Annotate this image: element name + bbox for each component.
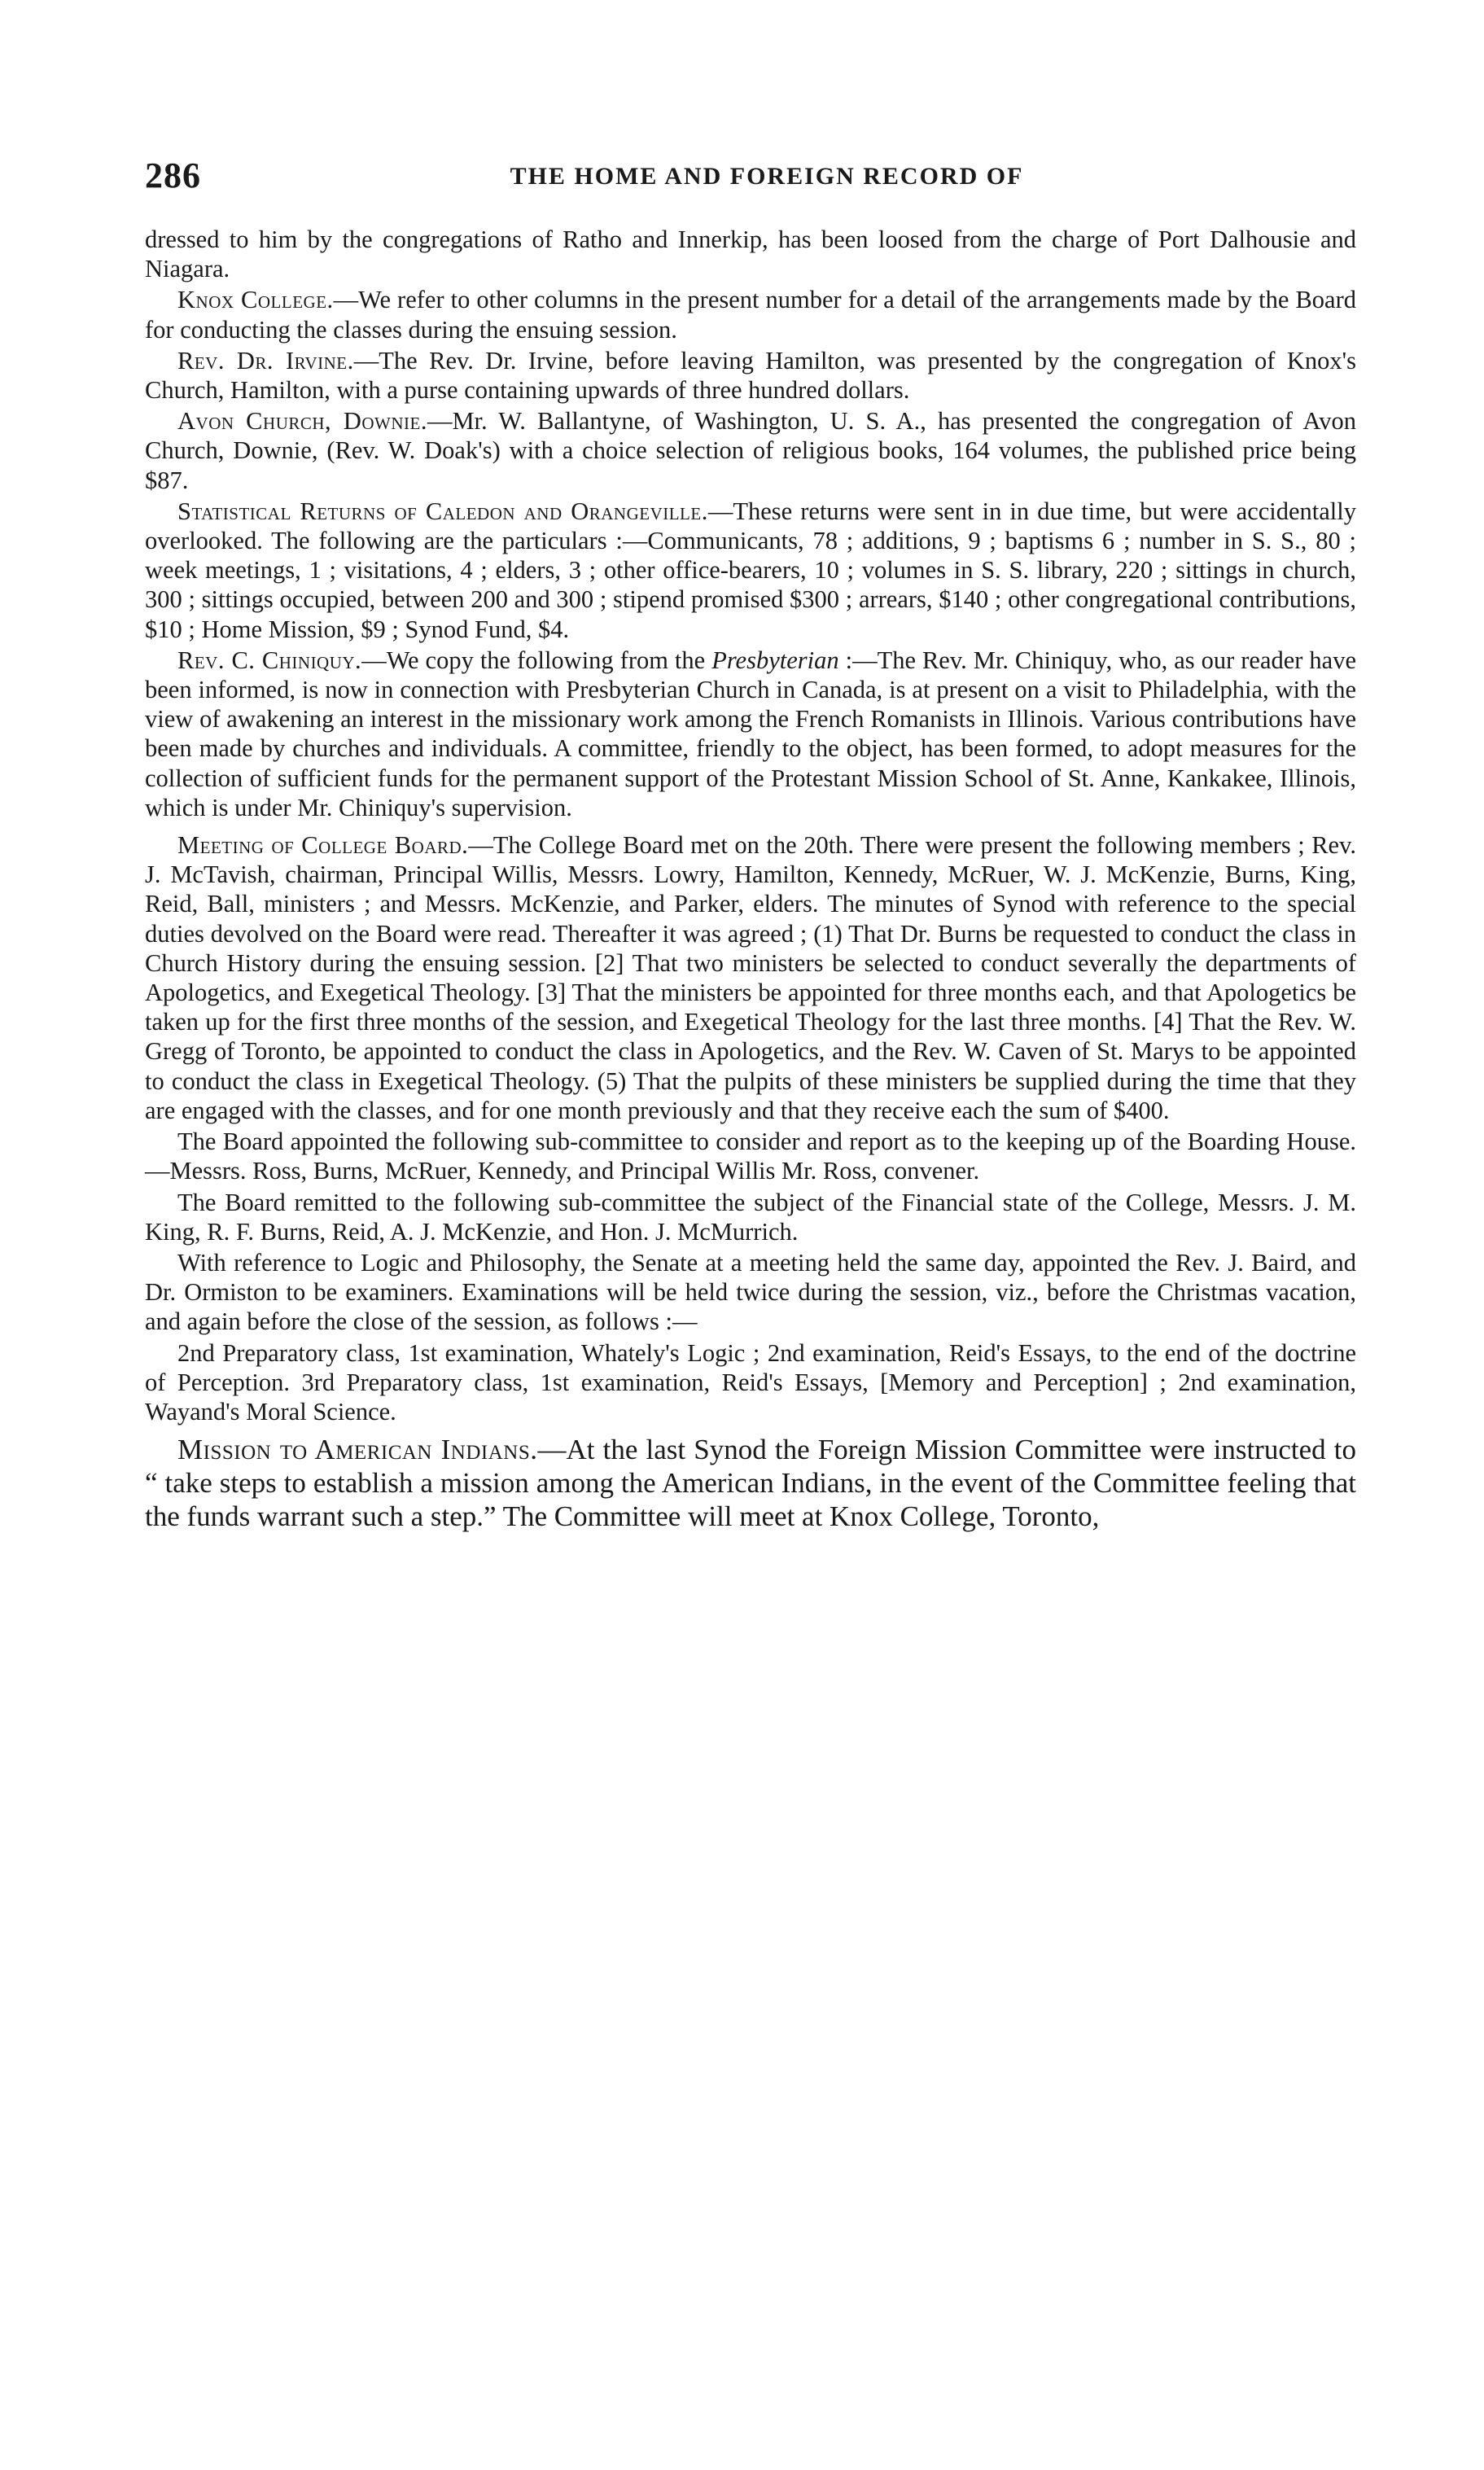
publication-title: Presbyterian	[711, 646, 839, 674]
paragraph-text: —The College Board met on the 20th. There were present the following members ; Rev. J. McTavish, chairman, Principal Willis, Messrs. Lowry, Hamilton, Kennedy, McRuer, W. J. McKenzie, Burns, King, Reid, Ball, ministers ; and Messrs. McKenzie, and Parker, elders. The minutes of Synod with reference to the special duties devolved on the Board were read. Thereafter it was agreed ; (1) That Dr. Burns be requested to conduct the class in Church History during the ensuing session. [2] That two ministers be selected to conduct severally the departments of Apologetics, and Exegetical Theology. [3] That the ministers be appointed for three months each, and that Apologetics be taken up for the first three months of the session, and Exegetical Theology for the last three months. [4] That the Rev. W. Gregg of Toronto, be appointed to conduct the class in Apologetics, and the Rev. W. Caven of St. Marys to be appointed to conduct the class in Exegetical Theology. (5) That the pulpits of these ministers be supplied during the time that they are engaged with the classes, and for one month previously and that they receive each the sum of $400.	[145, 831, 1356, 1124]
paragraph-knox-college	[145, 285, 1356, 344]
paragraph-text: 2nd Preparatory class, 1st examination, Whately's Logic ; 2nd examination, Reid's Essays, to the end of the doctrine of Perception. 3rd Preparatory class, 1st examination, Reid's Essays, [Memory and Perception] ; 2nd examination, Wayand's Moral Science.	[145, 1338, 1356, 1426]
paragraph-avon-church	[145, 406, 1356, 495]
paragraph-text: —Mr. W. Ballantyne, of Washington, U. S. A., has presented the congregation of Avon Church, Downie, (Rev. W. Doak's) with a choice selection of religious books, 164 volumes, the published price being $87.	[145, 407, 1356, 494]
paragraph-text: —The Rev. Dr. Irvine, before leaving Hamilton, was presented by the congregation of Knox's Church, Hamilton, with a purse containing upwards of three hundred dollars.	[145, 346, 1356, 405]
paragraph-text: —These returns were sent in in due time, but were accidentally overlooked. The following are the particulars :—Communicants, 78 ; additions, 9 ; baptisms 6 ; number in S. S., 80 ; week meetings, 1 ; visitations, 4 ; elders, 3 ; other office-bearers, 10 ; volumes in S. S. library, 220 ; sittings in church, 300 ; sittings occupied, between 200 and 300 ; stipend promised $300 ; arrears, $140 ; other congregational contributions, $10 ; Home Mission, $9 ; Synod Fund, $4.	[145, 497, 1356, 643]
section-lead-in: Meeting of College Board.	[177, 831, 469, 860]
section-lead-in: Mission to American Indians.	[177, 1434, 538, 1466]
document-page	[145, 155, 1356, 1533]
section-lead-in: Rev. C. Chiniquy.	[177, 646, 362, 674]
paragraph-continuation	[145, 225, 1356, 283]
section-lead-in: Statistical Returns of Caledon and Orangeville.	[177, 497, 708, 525]
section-lead-in: Knox College.	[177, 286, 334, 314]
section-lead-in: Rev. Dr. Irvine.	[177, 346, 354, 374]
section-lead-in: Avon Church, Downie.	[177, 407, 427, 436]
paragraph-american-indians-mission	[145, 1433, 1356, 1533]
paragraph-logic-philosophy	[145, 1248, 1356, 1337]
paragraph-text: —At the last Synod the Foreign Mission Committee were instructed to “ take steps to establish a mission among the American Indians, in the event of the Committee feeling that the funds warrant such a step.” The Committee will meet at Knox College, Toronto,	[145, 1434, 1356, 1533]
paragraph-examinations	[145, 1338, 1356, 1427]
paragraph-statistical-returns	[145, 497, 1356, 644]
paragraph-rev-dr-irvine	[145, 346, 1356, 405]
running-title: THE HOME AND FOREIGN RECORD OF	[510, 163, 1024, 190]
page-number: 286	[145, 155, 201, 195]
paragraph-text: The Board appointed the following sub-committee to consider and report as to the keeping up of the Boarding House.—Messrs. Ross, Burns, McRuer, Kennedy, and Principal Willis Mr. Ross, convener.	[145, 1128, 1356, 1185]
paragraph-boarding-house	[145, 1127, 1356, 1185]
running-head	[145, 155, 1356, 204]
paragraph-text: The Board remitted to the following sub-committee the subject of the Financial state of the College, Messrs. J. M. King, R. F. Burns, Reid, A. J. McKenzie, and Hon. J. McMurrich.	[145, 1188, 1356, 1246]
paragraph-text: —We copy the following from the	[361, 646, 712, 674]
paragraph-text: dressed to him by the congregations of Ratho and Innerkip, has been loosed from the charge of Port Dalhousie and Niagara.	[145, 226, 1356, 283]
paragraph-text: :—The Rev. Mr. Chiniquy, who, as our reader have been informed, is now in connection with Presbyterian Church in Canada, is at present on a visit to Philadelphia, with the view of awakening an interest in the missionary work among the French Romanists in Illinois. Various contributions have been made by churches and individuals. A committee, friendly to the object, has been formed, to adopt measures for the collection of sufficient funds for the permanent support of the Protestant Mission School of St. Anne, Kankakee, Illinois, which is under Mr. Chiniquy's supervision.	[145, 646, 1356, 821]
paragraph-text: —We refer to other columns in the present number for a detail of the arrangements made by the Board for conducting the classes during the ensuing session.	[145, 286, 1356, 344]
paragraph-rev-chiniquy	[145, 646, 1356, 822]
paragraph-college-board-meeting	[145, 830, 1356, 1125]
paragraph-text: With reference to Logic and Philosophy, the Senate at a meeting held the same day, appointed the Rev. J. Baird, and Dr. Ormiston to be examiners. Examinations will be held twice during the session, viz., before the Christmas vacation, and again before the close of the session, as follows :—	[145, 1248, 1356, 1336]
paragraph-financial-state	[145, 1188, 1356, 1246]
